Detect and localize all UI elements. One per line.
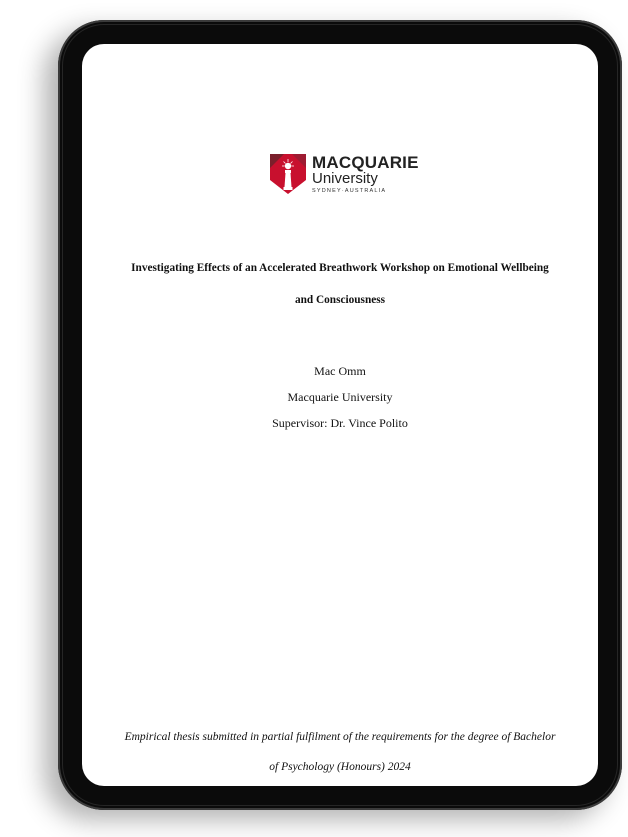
document-page <box>82 44 598 786</box>
thesis-title <box>96 252 584 316</box>
supervisor-name: Supervisor: Dr. Vince Polito <box>272 416 408 430</box>
logo-subtitle: University <box>312 170 378 187</box>
university-logo <box>270 154 419 196</box>
submission-statement <box>96 722 584 782</box>
institution-name: Macquarie University <box>287 390 393 404</box>
logo-wordmark: MACQUARIE <box>312 153 419 172</box>
title-line-1: Investigating Effects of an Accelerated Breathwork Workshop on Emotional Wellbeing <box>131 262 549 274</box>
logo-location: SYDNEY·AUSTRALIA <box>312 188 387 194</box>
tablet-device <box>58 20 622 810</box>
lighthouse-shield-icon <box>270 154 306 194</box>
statement-line-2: of Psychology (Honours) 2024 <box>269 761 411 773</box>
title-line-2: and Consciousness <box>294 294 386 306</box>
statement-line-1: Empirical thesis submitted in partial fulfilment of the requirements for the degree of Bachelor <box>124 731 556 743</box>
author-name: Mac Omm <box>314 364 366 378</box>
